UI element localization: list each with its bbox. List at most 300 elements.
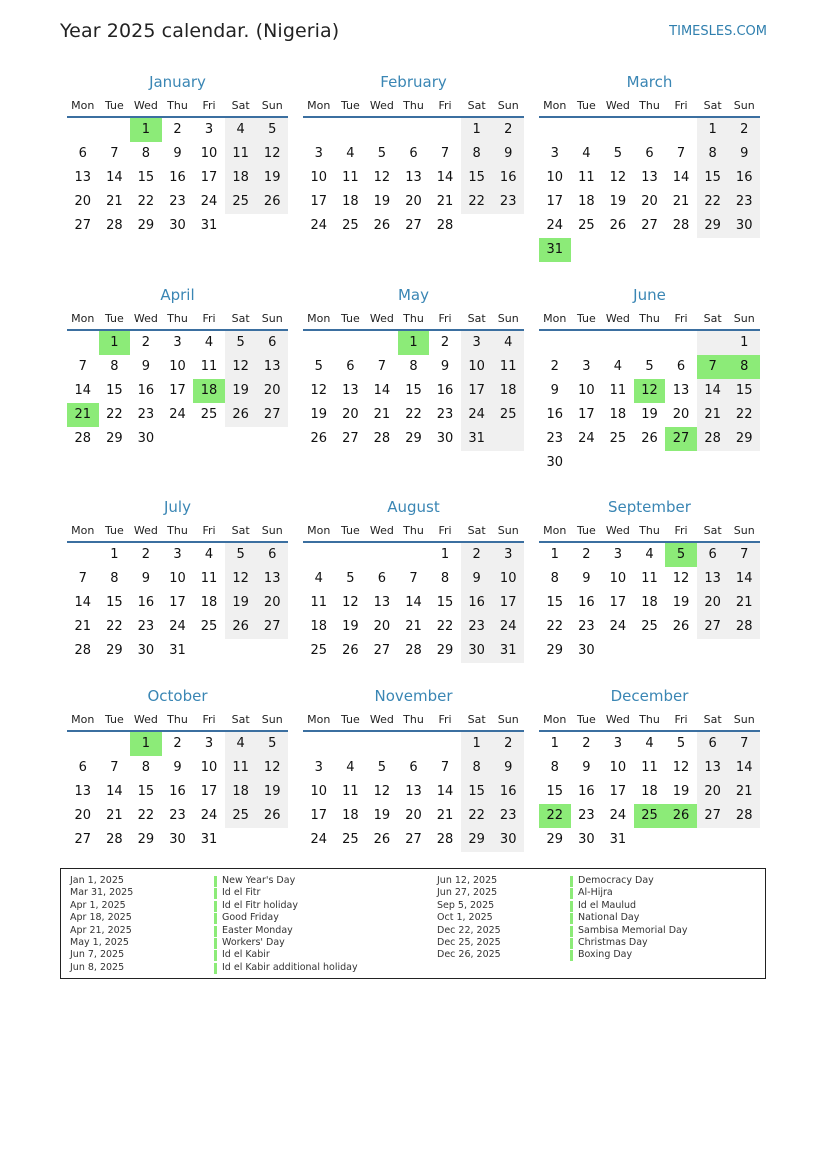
day-cell[interactable]: 24 [499, 619, 517, 634]
day-cell[interactable]: 18 [641, 784, 658, 799]
day-cell[interactable]: 13 [704, 571, 721, 586]
day-cell[interactable]: 22 [405, 407, 422, 422]
day-cell[interactable]: 4 [346, 146, 355, 161]
day-cell[interactable]: 3 [504, 547, 513, 562]
day-cell[interactable]: 29 [106, 643, 123, 658]
day-cell[interactable]: 7 [78, 359, 87, 374]
day-cell[interactable]: 28 [106, 832, 123, 847]
day-cell[interactable]: 18 [200, 595, 218, 610]
day-cell[interactable]: 22 [106, 619, 123, 634]
day-cell[interactable]: 21 [405, 619, 422, 634]
day-cell[interactable]: 4 [204, 335, 214, 350]
day-cell[interactable]: 17 [169, 595, 186, 610]
day-cell[interactable]: 15 [106, 595, 123, 610]
day-cell[interactable]: 19 [641, 407, 658, 422]
holiday-day-cell[interactable]: 1 [130, 732, 162, 756]
holiday-day-cell[interactable]: 1 [99, 331, 131, 355]
day-cell[interactable]: 24 [546, 218, 564, 233]
day-cell[interactable]: 24 [310, 218, 328, 233]
day-cell[interactable]: 27 [704, 619, 721, 634]
day-cell[interactable]: 31 [468, 431, 485, 446]
day-cell[interactable]: 16 [499, 170, 517, 185]
day-cell[interactable]: 14 [74, 383, 92, 398]
day-cell[interactable]: 11 [232, 146, 249, 161]
day-cell[interactable]: 25 [578, 218, 595, 233]
day-cell[interactable]: 11 [342, 170, 359, 185]
day-cell[interactable]: 23 [546, 431, 564, 446]
day-cell[interactable]: 20 [342, 407, 359, 422]
day-cell[interactable]: 10 [200, 760, 218, 775]
day-cell[interactable]: 24 [169, 619, 186, 634]
day-cell[interactable]: 13 [263, 359, 281, 374]
day-cell[interactable]: 22 [546, 619, 564, 634]
day-cell[interactable]: 20 [74, 808, 92, 823]
day-cell[interactable]: 17 [578, 407, 595, 422]
day-cell[interactable]: 15 [436, 595, 454, 610]
day-cell[interactable]: 15 [137, 170, 155, 185]
day-cell[interactable]: 21 [436, 808, 454, 823]
day-cell[interactable]: 21 [436, 194, 454, 209]
day-cell[interactable]: 24 [609, 619, 627, 634]
day-cell[interactable]: 28 [436, 218, 454, 233]
day-cell[interactable]: 13 [342, 383, 359, 398]
holiday-day-cell[interactable]: 8 [728, 355, 760, 379]
day-cell[interactable]: 8 [472, 146, 481, 161]
day-cell[interactable]: 21 [74, 619, 92, 634]
day-cell[interactable]: 10 [546, 170, 564, 185]
day-cell[interactable]: 17 [200, 170, 218, 185]
day-cell[interactable]: 26 [232, 407, 249, 422]
day-cell[interactable]: 3 [204, 122, 214, 137]
day-cell[interactable]: 15 [546, 784, 564, 799]
day-cell[interactable]: 22 [704, 194, 721, 209]
day-cell[interactable]: 12 [310, 383, 328, 398]
day-cell[interactable]: 15 [468, 784, 485, 799]
day-cell[interactable]: 24 [169, 407, 186, 422]
day-cell[interactable]: 1 [740, 335, 749, 350]
day-cell[interactable]: 11 [310, 595, 328, 610]
day-cell[interactable]: 31 [169, 643, 186, 658]
day-cell[interactable]: 5 [377, 146, 387, 161]
day-cell[interactable]: 3 [550, 146, 559, 161]
day-cell[interactable]: 29 [468, 832, 485, 847]
holiday-day-cell[interactable]: 1 [398, 331, 430, 355]
day-cell[interactable]: 9 [440, 359, 450, 374]
day-cell[interactable]: 22 [735, 407, 753, 422]
day-cell[interactable]: 7 [409, 571, 418, 586]
day-cell[interactable]: 7 [740, 736, 749, 751]
day-cell[interactable]: 27 [405, 832, 422, 847]
day-cell[interactable]: 13 [672, 383, 690, 398]
day-cell[interactable]: 20 [263, 383, 281, 398]
day-cell[interactable]: 2 [141, 335, 151, 350]
day-cell[interactable]: 14 [436, 784, 454, 799]
day-cell[interactable]: 16 [546, 407, 564, 422]
holiday-day-cell[interactable]: 25 [634, 804, 666, 828]
day-cell[interactable]: 28 [735, 808, 753, 823]
day-cell[interactable]: 9 [173, 146, 182, 161]
site-link[interactable]: TIMESLES.COM [669, 24, 767, 39]
day-cell[interactable]: 5 [645, 359, 654, 374]
day-cell[interactable]: 6 [268, 335, 277, 350]
day-cell[interactable]: 4 [645, 736, 654, 751]
day-cell[interactable]: 20 [74, 194, 92, 209]
day-cell[interactable]: 25 [232, 808, 249, 823]
day-cell[interactable]: 24 [310, 832, 328, 847]
day-cell[interactable]: 12 [263, 146, 281, 161]
day-cell[interactable]: 25 [232, 194, 249, 209]
day-cell[interactable]: 7 [740, 547, 749, 562]
day-cell[interactable]: 20 [405, 808, 422, 823]
day-cell[interactable]: 11 [641, 571, 658, 586]
day-cell[interactable]: 21 [106, 194, 123, 209]
day-cell[interactable]: 2 [582, 547, 591, 562]
day-cell[interactable]: 30 [169, 218, 186, 233]
day-cell[interactable]: 8 [141, 760, 151, 775]
day-cell[interactable]: 15 [704, 170, 721, 185]
day-cell[interactable]: 15 [405, 383, 422, 398]
day-cell[interactable]: 22 [106, 407, 123, 422]
day-cell[interactable]: 27 [263, 407, 281, 422]
day-cell[interactable]: 23 [169, 194, 186, 209]
day-cell[interactable]: 16 [436, 383, 454, 398]
day-cell[interactable]: 29 [546, 832, 564, 847]
day-cell[interactable]: 16 [137, 595, 155, 610]
day-cell[interactable]: 10 [310, 170, 328, 185]
day-cell[interactable]: 4 [504, 335, 513, 350]
day-cell[interactable]: 13 [373, 595, 391, 610]
day-cell[interactable]: 12 [373, 784, 391, 799]
day-cell[interactable]: 9 [582, 571, 591, 586]
day-cell[interactable]: 10 [468, 359, 485, 374]
day-cell[interactable]: 6 [346, 359, 355, 374]
day-cell[interactable]: 4 [582, 146, 591, 161]
day-cell[interactable]: 3 [582, 359, 591, 374]
day-cell[interactable]: 16 [578, 784, 595, 799]
day-cell[interactable]: 30 [578, 643, 595, 658]
day-cell[interactable]: 21 [106, 808, 123, 823]
day-cell[interactable]: 12 [263, 760, 281, 775]
day-cell[interactable]: 14 [735, 760, 753, 775]
day-cell[interactable]: 10 [200, 146, 218, 161]
day-cell[interactable]: 5 [676, 736, 686, 751]
day-cell[interactable]: 27 [641, 218, 658, 233]
day-cell[interactable]: 21 [704, 407, 721, 422]
day-cell[interactable]: 19 [263, 784, 281, 799]
day-cell[interactable]: 9 [504, 760, 513, 775]
day-cell[interactable]: 12 [672, 571, 690, 586]
day-cell[interactable]: 19 [263, 170, 281, 185]
day-cell[interactable]: 16 [735, 170, 753, 185]
day-cell[interactable]: 3 [472, 335, 481, 350]
day-cell[interactable]: 14 [672, 170, 690, 185]
day-cell[interactable]: 24 [200, 808, 218, 823]
day-cell[interactable]: 10 [169, 571, 186, 586]
day-cell[interactable]: 29 [137, 832, 155, 847]
holiday-day-cell[interactable]: 22 [539, 804, 571, 828]
day-cell[interactable]: 17 [200, 784, 218, 799]
day-cell[interactable]: 16 [578, 595, 595, 610]
day-cell[interactable]: 13 [641, 170, 658, 185]
day-cell[interactable]: 13 [263, 571, 281, 586]
day-cell[interactable]: 9 [141, 571, 151, 586]
day-cell[interactable]: 2 [740, 122, 749, 137]
day-cell[interactable]: 23 [578, 808, 595, 823]
holiday-day-cell[interactable]: 12 [634, 379, 666, 403]
day-cell[interactable]: 12 [672, 760, 690, 775]
day-cell[interactable]: 3 [173, 547, 182, 562]
day-cell[interactable]: 4 [613, 359, 623, 374]
day-cell[interactable]: 27 [405, 218, 422, 233]
day-cell[interactable]: 22 [468, 808, 485, 823]
day-cell[interactable]: 11 [578, 170, 595, 185]
day-cell[interactable]: 26 [641, 431, 658, 446]
day-cell[interactable]: 9 [173, 760, 182, 775]
day-cell[interactable]: 22 [137, 194, 155, 209]
holiday-day-cell[interactable]: 21 [67, 403, 99, 427]
day-cell[interactable]: 13 [74, 170, 92, 185]
day-cell[interactable]: 30 [468, 643, 485, 658]
day-cell[interactable]: 26 [373, 218, 391, 233]
day-cell[interactable]: 19 [609, 194, 627, 209]
day-cell[interactable]: 26 [263, 194, 281, 209]
day-cell[interactable]: 1 [708, 122, 717, 137]
day-cell[interactable]: 14 [106, 784, 123, 799]
day-cell[interactable]: 18 [641, 595, 658, 610]
day-cell[interactable]: 22 [137, 808, 155, 823]
day-cell[interactable]: 8 [550, 760, 559, 775]
day-cell[interactable]: 31 [200, 218, 218, 233]
day-cell[interactable]: 13 [74, 784, 92, 799]
day-cell[interactable]: 18 [310, 619, 328, 634]
day-cell[interactable]: 26 [232, 619, 249, 634]
day-cell[interactable]: 20 [704, 784, 721, 799]
day-cell[interactable]: 24 [200, 194, 218, 209]
day-cell[interactable]: 14 [735, 571, 753, 586]
day-cell[interactable]: 22 [468, 194, 485, 209]
day-cell[interactable]: 7 [440, 146, 450, 161]
day-cell[interactable]: 2 [173, 736, 182, 751]
day-cell[interactable]: 4 [204, 547, 214, 562]
holiday-day-cell[interactable]: 27 [665, 427, 697, 451]
day-cell[interactable]: 30 [137, 643, 155, 658]
holiday-day-cell[interactable]: 26 [665, 804, 697, 828]
day-cell[interactable]: 26 [310, 431, 328, 446]
day-cell[interactable]: 28 [74, 643, 92, 658]
day-cell[interactable]: 24 [468, 407, 485, 422]
day-cell[interactable]: 26 [342, 643, 359, 658]
day-cell[interactable]: 2 [504, 122, 513, 137]
day-cell[interactable]: 15 [468, 170, 485, 185]
day-cell[interactable]: 25 [342, 832, 359, 847]
day-cell[interactable]: 6 [676, 359, 686, 374]
day-cell[interactable]: 13 [405, 170, 422, 185]
day-cell[interactable]: 5 [377, 760, 387, 775]
day-cell[interactable]: 3 [613, 736, 623, 751]
day-cell[interactable]: 31 [609, 832, 627, 847]
day-cell[interactable]: 25 [200, 619, 218, 634]
day-cell[interactable]: 30 [499, 832, 517, 847]
day-cell[interactable]: 16 [169, 170, 186, 185]
day-cell[interactable]: 11 [200, 359, 218, 374]
day-cell[interactable]: 14 [74, 595, 92, 610]
day-cell[interactable]: 17 [609, 595, 627, 610]
day-cell[interactable]: 12 [373, 170, 391, 185]
day-cell[interactable]: 31 [200, 832, 218, 847]
day-cell[interactable]: 12 [232, 359, 249, 374]
day-cell[interactable]: 9 [740, 146, 749, 161]
day-cell[interactable]: 30 [735, 218, 753, 233]
day-cell[interactable]: 16 [468, 595, 485, 610]
day-cell[interactable]: 9 [582, 760, 591, 775]
day-cell[interactable]: 3 [613, 547, 623, 562]
day-cell[interactable]: 3 [314, 146, 323, 161]
day-cell[interactable]: 27 [74, 832, 92, 847]
day-cell[interactable]: 4 [346, 760, 355, 775]
day-cell[interactable]: 18 [578, 194, 595, 209]
day-cell[interactable]: 2 [173, 122, 182, 137]
day-cell[interactable]: 14 [405, 595, 422, 610]
day-cell[interactable]: 23 [578, 619, 595, 634]
day-cell[interactable]: 19 [373, 194, 391, 209]
day-cell[interactable]: 19 [672, 784, 690, 799]
day-cell[interactable]: 6 [708, 736, 717, 751]
day-cell[interactable]: 7 [110, 146, 119, 161]
day-cell[interactable]: 30 [169, 832, 186, 847]
day-cell[interactable]: 25 [342, 218, 359, 233]
day-cell[interactable]: 4 [314, 571, 323, 586]
day-cell[interactable]: 19 [373, 808, 391, 823]
day-cell[interactable]: 24 [609, 808, 627, 823]
day-cell[interactable]: 30 [436, 431, 454, 446]
day-cell[interactable]: 10 [499, 571, 517, 586]
day-cell[interactable]: 1 [472, 736, 481, 751]
day-cell[interactable]: 23 [735, 194, 753, 209]
day-cell[interactable]: 9 [504, 146, 513, 161]
day-cell[interactable]: 21 [672, 194, 690, 209]
day-cell[interactable]: 12 [609, 170, 627, 185]
day-cell[interactable]: 17 [468, 383, 485, 398]
day-cell[interactable]: 29 [106, 431, 123, 446]
day-cell[interactable]: 23 [137, 619, 155, 634]
day-cell[interactable]: 5 [268, 736, 277, 751]
day-cell[interactable]: 30 [137, 431, 155, 446]
day-cell[interactable]: 8 [110, 359, 119, 374]
day-cell[interactable]: 5 [236, 335, 245, 350]
day-cell[interactable]: 5 [268, 122, 277, 137]
day-cell[interactable]: 28 [704, 431, 721, 446]
day-cell[interactable]: 1 [550, 547, 559, 562]
day-cell[interactable]: 23 [137, 407, 155, 422]
day-cell[interactable]: 28 [74, 431, 92, 446]
day-cell[interactable]: 21 [373, 407, 391, 422]
day-cell[interactable]: 10 [609, 760, 627, 775]
day-cell[interactable]: 6 [268, 547, 277, 562]
day-cell[interactable]: 1 [472, 122, 481, 137]
day-cell[interactable]: 6 [409, 760, 418, 775]
day-cell[interactable]: 18 [499, 383, 517, 398]
day-cell[interactable]: 2 [472, 547, 481, 562]
day-cell[interactable]: 27 [263, 619, 281, 634]
day-cell[interactable]: 10 [310, 784, 328, 799]
day-cell[interactable]: 23 [499, 808, 517, 823]
day-cell[interactable]: 23 [499, 194, 517, 209]
day-cell[interactable]: 13 [405, 784, 422, 799]
day-cell[interactable]: 15 [137, 784, 155, 799]
holiday-day-cell[interactable]: 5 [665, 543, 697, 567]
day-cell[interactable]: 29 [704, 218, 721, 233]
day-cell[interactable]: 5 [236, 547, 245, 562]
day-cell[interactable]: 31 [499, 643, 517, 658]
day-cell[interactable]: 29 [137, 218, 155, 233]
day-cell[interactable]: 18 [342, 194, 359, 209]
day-cell[interactable]: 25 [200, 407, 218, 422]
day-cell[interactable]: 9 [550, 383, 559, 398]
day-cell[interactable]: 10 [609, 571, 627, 586]
day-cell[interactable]: 27 [373, 643, 391, 658]
day-cell[interactable]: 26 [609, 218, 627, 233]
day-cell[interactable]: 9 [472, 571, 481, 586]
day-cell[interactable]: 20 [672, 407, 690, 422]
day-cell[interactable]: 19 [342, 619, 359, 634]
day-cell[interactable]: 20 [405, 194, 422, 209]
day-cell[interactable]: 14 [704, 383, 721, 398]
day-cell[interactable]: 7 [440, 760, 450, 775]
day-cell[interactable]: 17 [310, 808, 328, 823]
day-cell[interactable]: 29 [405, 431, 422, 446]
day-cell[interactable]: 27 [704, 808, 721, 823]
day-cell[interactable]: 2 [550, 359, 559, 374]
day-cell[interactable]: 6 [708, 547, 717, 562]
day-cell[interactable]: 18 [232, 784, 249, 799]
day-cell[interactable]: 28 [672, 218, 690, 233]
day-cell[interactable]: 17 [169, 383, 186, 398]
day-cell[interactable]: 28 [735, 619, 753, 634]
day-cell[interactable]: 25 [609, 431, 627, 446]
day-cell[interactable]: 19 [672, 595, 690, 610]
day-cell[interactable]: 15 [106, 383, 123, 398]
day-cell[interactable]: 14 [373, 383, 391, 398]
day-cell[interactable]: 8 [110, 571, 119, 586]
day-cell[interactable]: 17 [609, 784, 627, 799]
day-cell[interactable]: 10 [578, 383, 595, 398]
day-cell[interactable]: 6 [377, 571, 387, 586]
day-cell[interactable]: 11 [499, 359, 517, 374]
day-cell[interactable]: 25 [641, 619, 658, 634]
day-cell[interactable]: 27 [342, 431, 359, 446]
day-cell[interactable]: 16 [137, 383, 155, 398]
day-cell[interactable]: 19 [232, 595, 249, 610]
day-cell[interactable]: 20 [373, 619, 391, 634]
day-cell[interactable]: 8 [472, 760, 481, 775]
day-cell[interactable]: 30 [546, 455, 564, 470]
day-cell[interactable]: 23 [436, 407, 454, 422]
day-cell[interactable]: 29 [735, 431, 753, 446]
day-cell[interactable]: 28 [106, 218, 123, 233]
day-cell[interactable]: 4 [236, 122, 245, 137]
day-cell[interactable]: 7 [78, 571, 87, 586]
day-cell[interactable]: 2 [141, 547, 151, 562]
day-cell[interactable]: 23 [169, 808, 186, 823]
day-cell[interactable]: 23 [468, 619, 485, 634]
day-cell[interactable]: 12 [342, 595, 359, 610]
day-cell[interactable]: 20 [263, 595, 281, 610]
day-cell[interactable]: 2 [582, 736, 591, 751]
day-cell[interactable]: 21 [735, 784, 753, 799]
day-cell[interactable]: 6 [645, 146, 654, 161]
day-cell[interactable]: 28 [436, 832, 454, 847]
day-cell[interactable]: 10 [169, 359, 186, 374]
